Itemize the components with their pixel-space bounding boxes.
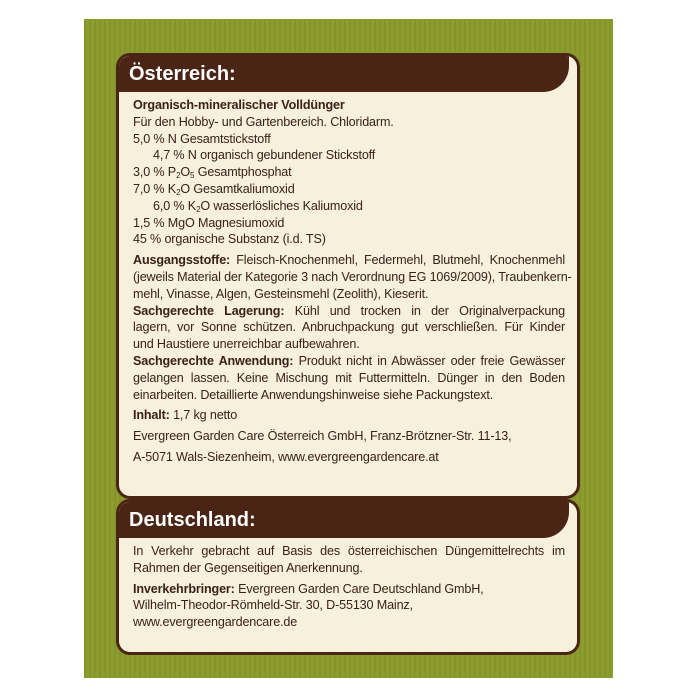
- inhalt-label: Inhalt:: [133, 408, 170, 423]
- company-line-1: Evergreen Garden Care Österreich GmbH, Franz-Brötzner-Str. 11-13,: [133, 429, 512, 444]
- austria-panel: [116, 53, 580, 499]
- germany-panel: [116, 499, 580, 655]
- nutrient-n-total: 5,0 % N Gesamtstickstoff: [133, 131, 271, 146]
- anwendung-line-2: gelangen lassen. Keine Mischung mit Futtermitteln. Dünger in den Boden: [133, 370, 565, 385]
- ausgangsstoffe-line-3: mehl, Vinasse, Algen, Gesteinsmehl (Zeolith), Kieserit.: [133, 286, 429, 301]
- nutrient-mgo: 1,5 % MgO Magnesiumoxid: [133, 215, 285, 230]
- lagerung-line-1: Sachgerechte Lagerung: Kühl und trocken in der Originalverpackung: [133, 303, 565, 318]
- basis-line-2: Rahmen der Gegenseitigen Anerkennung.: [133, 560, 363, 575]
- lagerung-label: Sachgerechte Lagerung:: [133, 303, 285, 318]
- nutrient-n-organic: 4,7 % N organisch gebundener Stickstoff: [153, 148, 376, 163]
- nutrient-k2o-total: 7,0 % $K_2O$ Gesamtkaliumoxid: [133, 181, 295, 197]
- germany-website: www.evergreengardencare.de: [133, 615, 298, 630]
- ausgangsstoffe-line-1: Ausgangsstoffe: Fleisch-Knochenmehl, Federmehl, Blutmehl, Knochenmehl: [133, 253, 565, 268]
- basis-line-1: In Verkehr gebracht auf Basis des österreichischen Düngemittelrechts im: [133, 544, 565, 558]
- inverkehrbringer: [133, 581, 565, 598]
- inverkehrbringer-label: Inverkehrbringer:: [133, 581, 235, 596]
- germany-body: [119, 538, 577, 631]
- company-line-2: A-5071 Wals-Siezenheim, www.evergreengardencare.at: [133, 449, 439, 464]
- nutrient-organic-matter: 45 % organische Substanz (i.d. TS): [133, 232, 326, 247]
- ausgangsstoffe-label: Ausgangsstoffe:: [133, 253, 231, 268]
- lagerung-line-3: und Haustiere unerreichbar aufbewahren.: [133, 337, 360, 352]
- austria-body: [119, 92, 577, 466]
- nutrient-p2o5: 3,0 % $P_2O_5$ Gesamtphosphat: [133, 165, 292, 181]
- nutrient-k2o-soluble: 6,0 % $K_2O$ wasserlösliches Kaliumoxid: [153, 198, 363, 214]
- product-type: Organisch-mineralischer Volldünger: [133, 98, 345, 112]
- inhalt-value: 1,7 kg netto: [169, 408, 238, 423]
- inhalt: [133, 407, 565, 424]
- austria-heading: Österreich:: [119, 56, 569, 92]
- anwendung-line-1: Sachgerechte Anwendung: Produkt nicht in Abwässer oder freie Gewässer: [133, 353, 565, 368]
- inverkehrbringer-value: Evergreen Garden Care Deutschland GmbH,: [234, 581, 484, 596]
- germany-address: Wilhelm-Theodor-Römheld-Str. 30, D-55130 Mainz,: [133, 598, 413, 613]
- germany-heading: Deutschland:: [119, 502, 569, 538]
- lagerung-line-2: lagern, vor Sonne schützen. Anbruchpackung gut verschließen. Für Kinder: [133, 320, 565, 335]
- anwendung-line-3: einarbeiten. Detaillierte Anwendungshinweise siehe Packungstext.: [133, 387, 494, 402]
- product-intro: Für den Hobby- und Gartenbereich. Chloridarm.: [133, 114, 394, 129]
- anwendung-label: Sachgerechte Anwendung:: [133, 353, 294, 368]
- ausgangsstoffe-line-2: (jeweils Material der Kategorie 3 nach Verordnung EG 1069/2009), Traubenkern-: [133, 269, 572, 284]
